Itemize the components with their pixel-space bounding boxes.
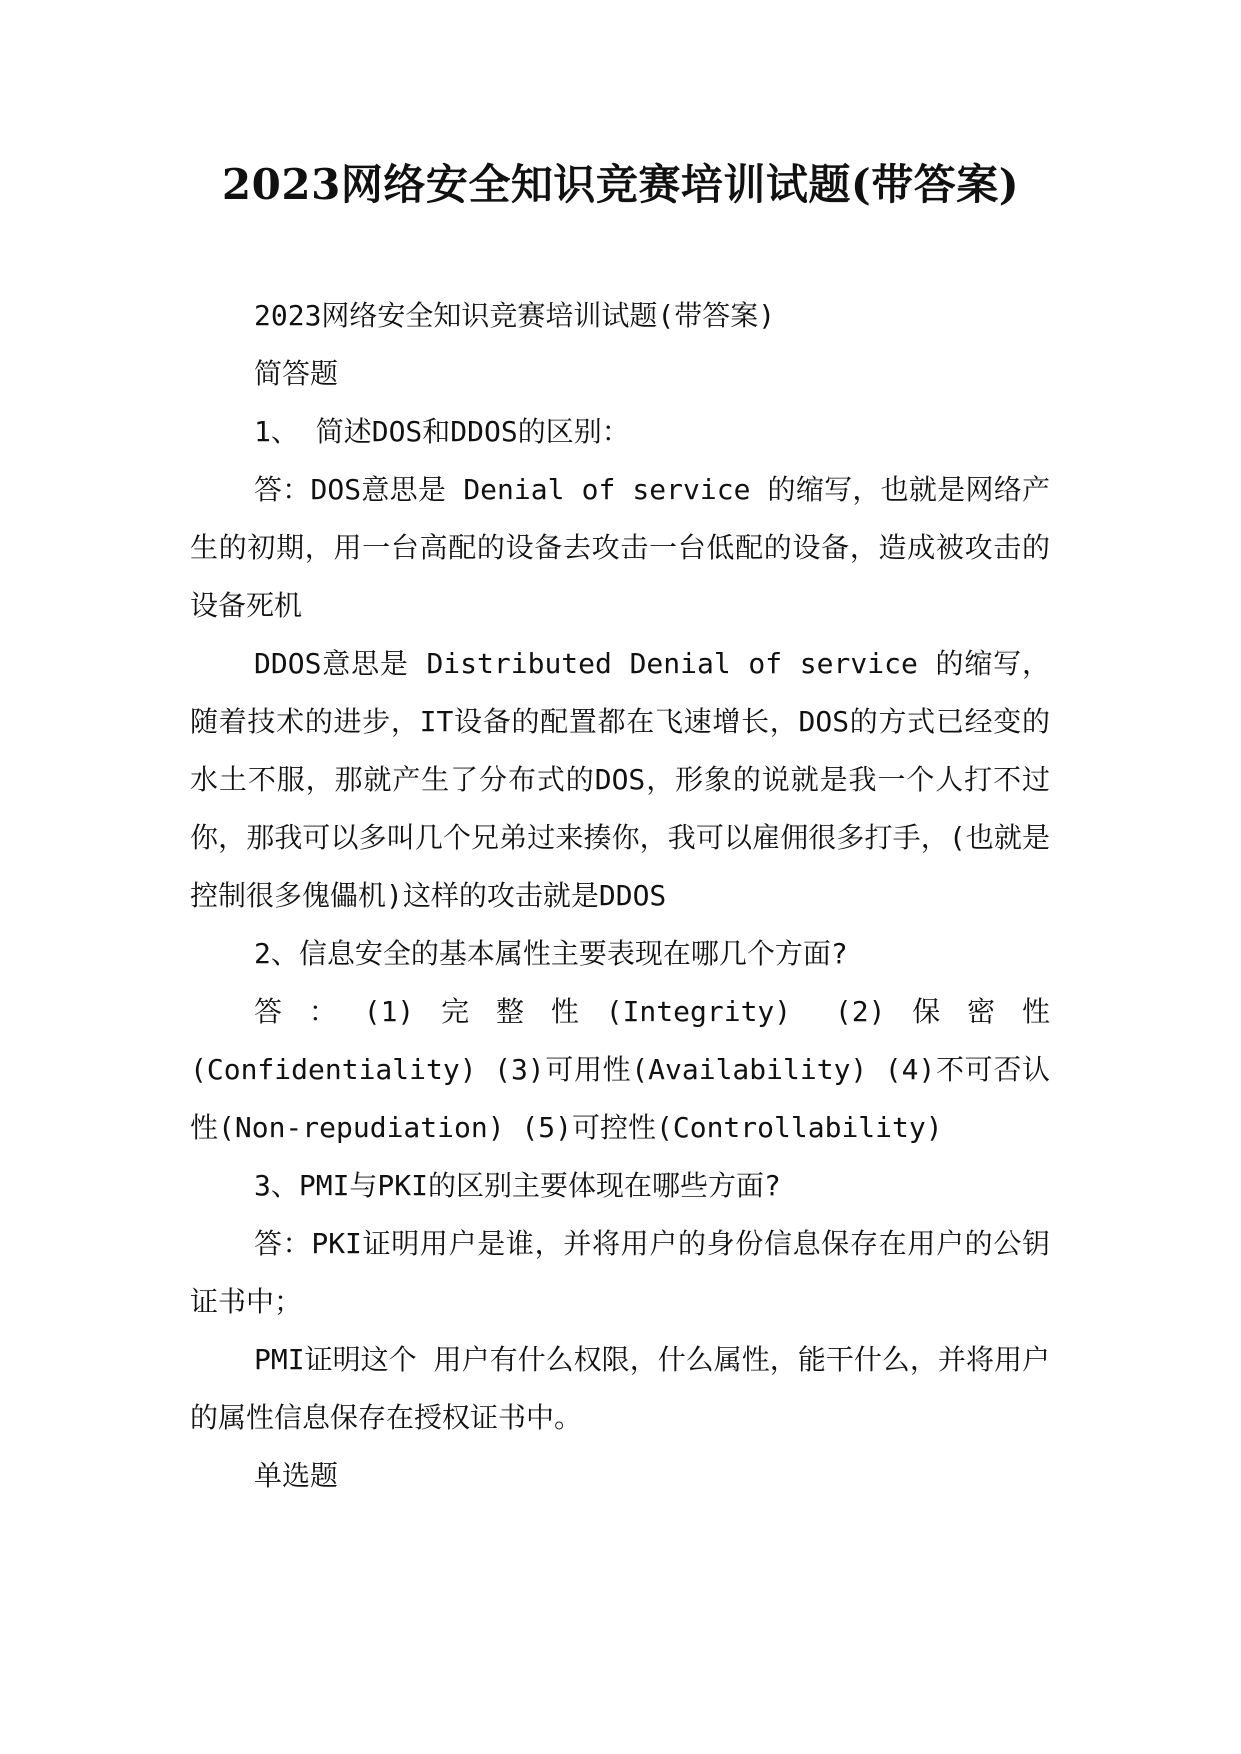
document-title: 2023网络安全知识竞赛培训试题(带答案) xyxy=(221,160,1020,209)
question-1: 1、 简述DOS和DDOS的区别： xyxy=(254,415,630,448)
answer-3-pmi: PMI证明这个 用户有什么权限，什么属性，能干什么，并将用户的属性信息保存在授权证书中。 xyxy=(190,1343,1050,1434)
answer-1-dos: 答：DOS意思是 Denial of service 的缩写，也就是网络产生的初期，用一台高配的设备去攻击一台低配的设备，造成被攻击的设备死机 xyxy=(190,473,1050,622)
section-heading-short-answer: 简答题 xyxy=(254,357,339,390)
answer-3-pki: 答：PKI证明用户是谁，并将用户的身份信息保存在用户的公钥证书中； xyxy=(190,1227,1050,1318)
answer-1-ddos: DDOS意思是 Distributed Denial of service 的缩写，随着技术的进步，IT设备的配置都在飞速增长，DOS的方式已经变的水土不服，那就产生了分布式的DOS，形象的说就是我一个人打不过你，那我可以多叫几个兄弟过来揍你，我可以雇佣很多打手，(也就是控制很多傀儡机)这样的攻击就是DDOS xyxy=(190,647,1050,912)
paragraph-subtitle: 2023网络安全知识竞赛培训试题(带答案) xyxy=(254,299,776,332)
question-3: 3、PMI与PKI的区别主要体现在哪些方面? xyxy=(254,1169,781,1202)
document-body xyxy=(190,287,1050,1505)
answer-2: 答：(1)完整性(Integrity) (2)保密性(Confidentiality) (3)可用性(Availability) (4)不可否认性(Non-repudiation) (5)可控性(Controllability) xyxy=(190,995,1050,1144)
section-heading-single-choice: 单选题 xyxy=(254,1459,339,1492)
question-2: 2、信息安全的基本属性主要表现在哪几个方面? xyxy=(254,937,848,970)
